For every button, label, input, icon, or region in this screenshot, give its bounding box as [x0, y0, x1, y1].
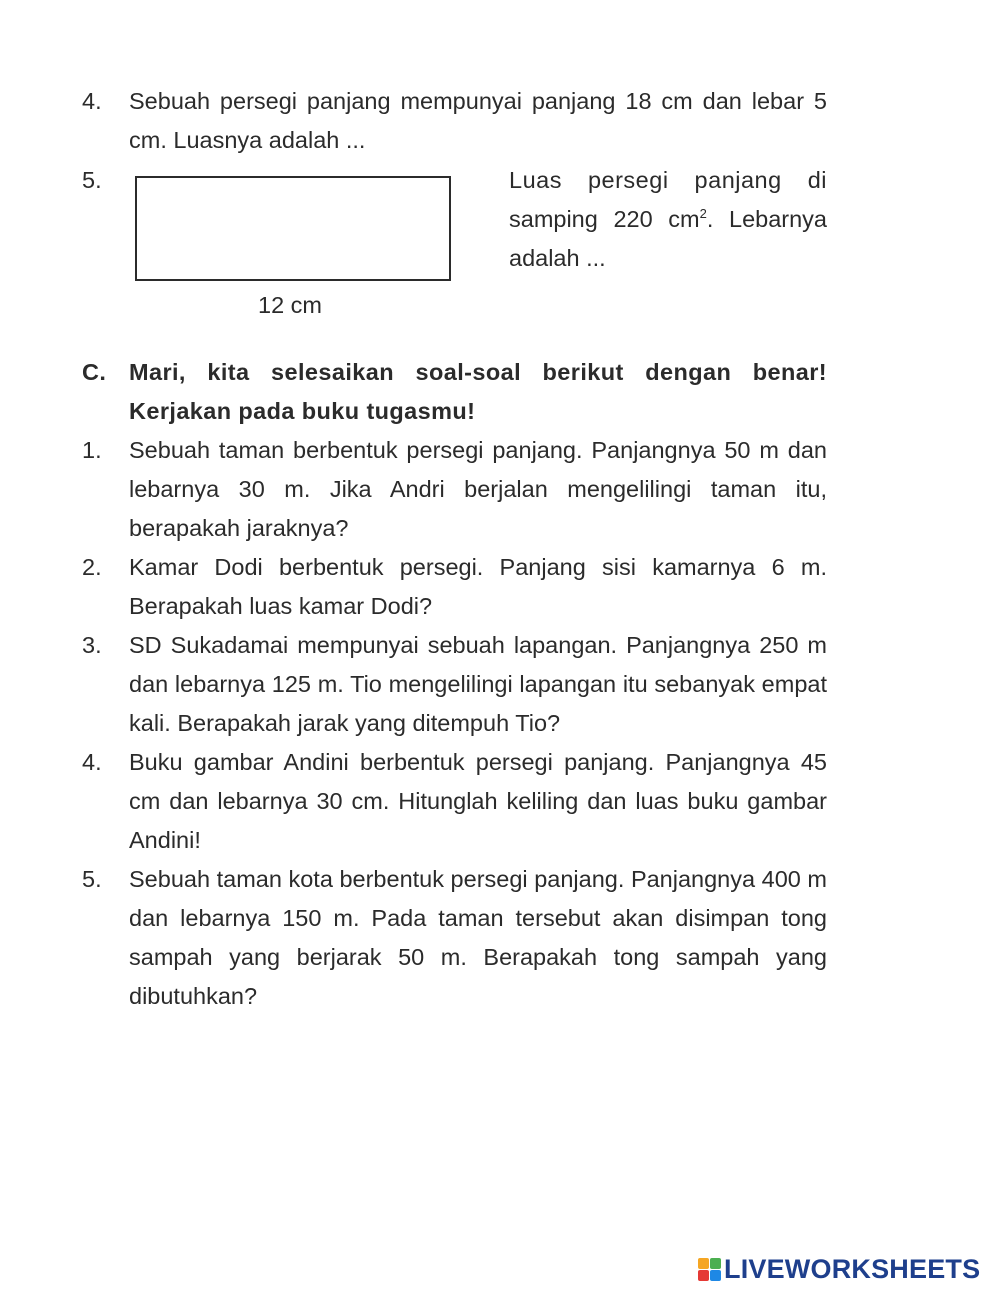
- question-number: 1.: [82, 437, 102, 463]
- question-b5-text: [509, 161, 827, 278]
- question-number: 2.: [82, 554, 102, 580]
- question-b5-line2: [509, 200, 827, 239]
- question-text: SD Sukadamai mempunyai sebuah lapangan. Panjangnya 250 m dan lebarnya 125 m. Tio mengelilingi lapangan itu sebanyak empat kali. Berapakah jarak yang ditempuh Tio?: [129, 632, 827, 736]
- logo-square: [710, 1258, 721, 1269]
- logo-square: [698, 1258, 709, 1269]
- question-b5-line2-b: . Lebarnya: [706, 206, 827, 232]
- question-number: 5.: [82, 167, 102, 193]
- question-text: Sebuah persegi panjang mempunyai panjang 18 cm dan lebar 5 cm. Luasnya adalah ...: [129, 88, 827, 153]
- question-c5: [82, 860, 827, 1016]
- question-b5-line3: adalah ...: [509, 245, 606, 271]
- question-number: 4.: [82, 749, 102, 775]
- question-b5-line1: Luas persegi panjang di: [509, 167, 827, 193]
- logo-square: [698, 1270, 709, 1281]
- rectangle-figure: [135, 176, 451, 281]
- question-text: Buku gambar Andini berbentuk persegi panjang. Panjangnya 45 cm dan lebarnya 30 cm. Hitunglah keliling dan luas buku gambar Andini!: [129, 749, 827, 853]
- question-c2: [82, 548, 827, 626]
- logo-square: [710, 1270, 721, 1281]
- question-number: 5.: [82, 866, 102, 892]
- question-c3: [82, 626, 827, 743]
- question-c1: [82, 431, 827, 548]
- question-b4: [82, 82, 827, 160]
- question-b5-line2-a: samping 220 cm: [509, 206, 700, 232]
- question-text: Sebuah taman berbentuk persegi panjang. Panjangnya 50 m dan lebarnya 30 m. Jika Andri berjalan mengelilingi taman itu, berapakah jaraknya?: [129, 437, 827, 541]
- section-letter: C.: [82, 359, 107, 385]
- section-heading-text: Mari, kita selesaikan soal-soal berikut dengan benar! Kerjakan pada buku tugasmu!: [129, 359, 827, 424]
- superscript-exponent: 2: [699, 206, 707, 222]
- logo-text: LIVEWORKSHEETS: [724, 1254, 981, 1284]
- section-c-heading: [82, 353, 827, 431]
- question-text: Kamar Dodi berbentuk persegi. Panjang sisi kamarnya 6 m. Berapakah luas kamar Dodi?: [129, 554, 827, 619]
- question-number: 3.: [82, 632, 102, 658]
- question-text: Sebuah taman kota berbentuk persegi panjang. Panjangnya 400 m dan lebarnya 150 m. Pada taman tersebut akan disimpan tong sampah yang berjarak 50 m. Berapakah tong sampah yang dibutuhkan?: [129, 866, 827, 1009]
- question-number: 4.: [82, 88, 102, 114]
- question-c4: [82, 743, 827, 860]
- liveworksheets-logo: [698, 1254, 980, 1284]
- rectangle-length-label: 12 cm: [258, 292, 322, 318]
- liveworksheets-logo-icon: [698, 1258, 721, 1281]
